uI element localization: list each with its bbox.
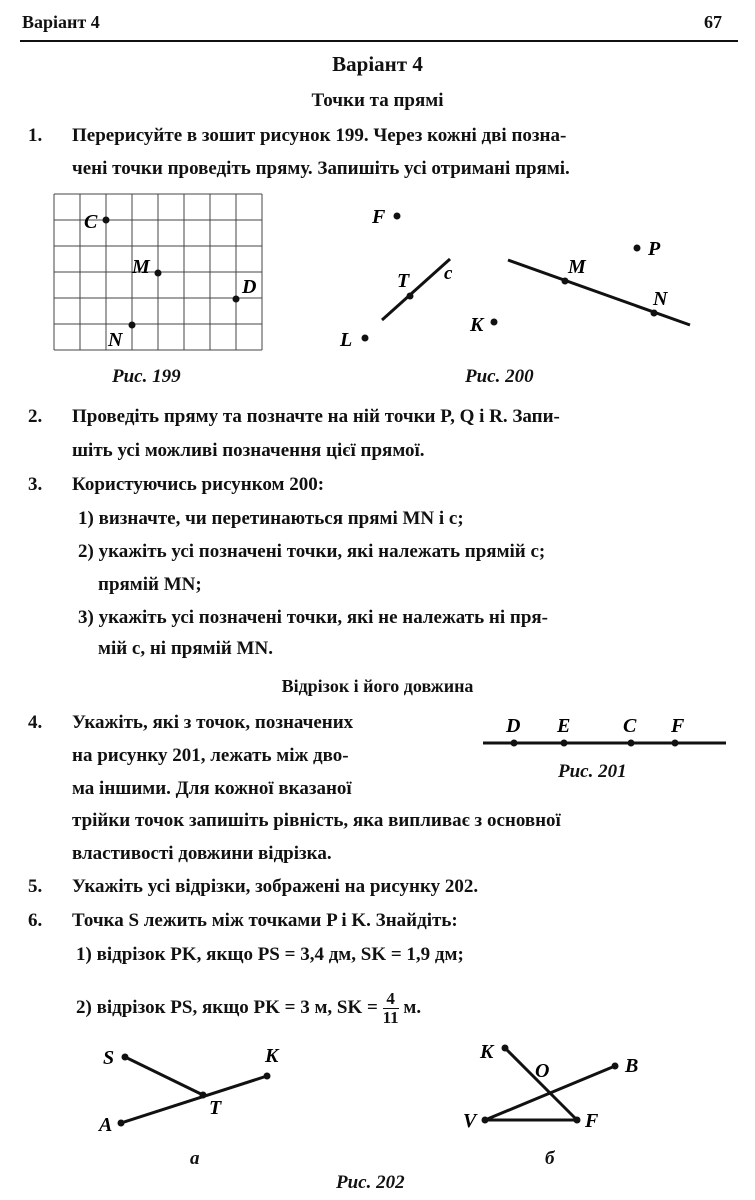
label-m: M xyxy=(132,256,150,278)
figure-caption: Рис. 202 xyxy=(336,1172,405,1193)
task-subitem: 1) визначте, чи перетинаються прямі MN і c; xyxy=(78,508,464,529)
label-c: c xyxy=(444,263,453,284)
label-l: L xyxy=(340,329,353,351)
task-number: 6. xyxy=(28,910,43,931)
task-text: властивості довжини відрізка. xyxy=(72,843,332,864)
label-k: K xyxy=(480,1041,494,1063)
task-text: Перерисуйте в зошит рисунок 199. Через кожні дві позна- xyxy=(72,125,567,146)
figure-caption: Рис. 199 xyxy=(112,366,181,387)
point-v xyxy=(482,1117,489,1124)
label-c: C xyxy=(623,715,637,737)
label-f: F xyxy=(671,715,685,737)
label-t: T xyxy=(209,1097,222,1119)
label-v: V xyxy=(463,1110,477,1132)
point-f xyxy=(394,213,401,220)
fraction-numerator: 4 xyxy=(383,990,399,1009)
task-text: Точка S лежить між точками P і K. Знайдіть: xyxy=(72,910,458,931)
point-m xyxy=(155,270,162,277)
point-t xyxy=(407,293,414,300)
task-text: трійки точок запишіть рівність, яка випливає з основної xyxy=(72,810,561,831)
label-n: N xyxy=(653,288,668,310)
label-d: D xyxy=(506,715,521,737)
subfigure-label: б xyxy=(545,1148,555,1169)
task-subitem: прямій MN; xyxy=(98,574,202,595)
task-subitem xyxy=(76,990,421,1027)
label-k: K xyxy=(470,314,484,336)
label-d: D xyxy=(242,276,257,298)
point-n xyxy=(129,322,136,329)
figure-199 xyxy=(40,188,280,368)
subfigure-label: а xyxy=(190,1148,200,1169)
figure-caption: Рис. 200 xyxy=(465,366,534,387)
point-f xyxy=(574,1117,581,1124)
task-number: 5. xyxy=(28,876,43,897)
figure-200 xyxy=(330,195,710,360)
figure-202-b xyxy=(455,1035,665,1135)
label-s: S xyxy=(103,1047,115,1069)
label-o: O xyxy=(535,1060,550,1082)
point-m xyxy=(562,278,569,285)
segment-kf xyxy=(505,1048,577,1120)
task-text: шіть усі можливі позначення цієї прямої. xyxy=(72,440,425,461)
section-heading-points-lines: Точки та прямі xyxy=(311,90,444,111)
subitem-unit: м. xyxy=(403,996,422,1018)
point-d xyxy=(511,740,518,747)
label-b: B xyxy=(625,1055,639,1077)
section-heading-segments: Відрізок і його довжина xyxy=(281,676,474,696)
segment-st xyxy=(125,1057,203,1095)
figure-202-a xyxy=(95,1040,295,1140)
task-subitem: 1) відрізок PK, якщо PS = 3,4 дм, SK = 1,9 дм; xyxy=(76,944,464,965)
point-e xyxy=(561,740,568,747)
subitem-text: 2) відрізок PS, якщо PK = 3 м, SK = xyxy=(76,996,378,1018)
task-subitem: мій c, ні прямій MN. xyxy=(98,638,273,659)
task-text: на рисунку 201, лежать між дво- xyxy=(72,745,349,766)
task-number: 4. xyxy=(28,712,43,733)
task-text: Користуючись рисунком 200: xyxy=(72,474,325,495)
point-p xyxy=(634,245,641,252)
point-a xyxy=(118,1120,125,1127)
segment-ak xyxy=(121,1076,267,1123)
label-p: P xyxy=(648,238,661,260)
label-f: F xyxy=(585,1110,599,1132)
page-title: Варіант 4 xyxy=(332,52,423,76)
point-f xyxy=(672,740,679,747)
fraction-denominator: 11 xyxy=(382,1008,399,1027)
point-t xyxy=(200,1092,207,1099)
point-k xyxy=(491,319,498,326)
point-c xyxy=(628,740,635,747)
task-number: 1. xyxy=(28,125,43,146)
running-header: Варіант 4 xyxy=(22,12,100,32)
point-k xyxy=(502,1045,509,1052)
task-text: Укажіть усі відрізки, зображені на рисунку 202. xyxy=(72,876,479,897)
task-number: 2. xyxy=(28,406,43,427)
point-n xyxy=(651,310,658,317)
task-subitem: 2) укажіть усі позначені точки, які належать прямій c; xyxy=(78,541,546,562)
point-c xyxy=(103,217,110,224)
point-l xyxy=(362,335,369,342)
label-f: F xyxy=(372,206,386,228)
label-t: T xyxy=(397,270,410,292)
label-e: E xyxy=(557,715,571,737)
task-number: 3. xyxy=(28,474,43,495)
header-rule xyxy=(20,40,738,42)
label-m: M xyxy=(568,256,586,278)
fraction xyxy=(383,990,399,1027)
label-c: C xyxy=(84,211,98,233)
point-b xyxy=(612,1063,619,1070)
label-k: K xyxy=(265,1045,279,1067)
label-n: N xyxy=(108,329,123,351)
task-text: Проведіть пряму та позначте на ній точки P, Q і R. Запи- xyxy=(72,406,560,427)
task-text: чені точки проведіть пряму. Запишіть усі отримані прямі. xyxy=(72,158,570,179)
task-text: ма іншими. Для кожної вказаної xyxy=(72,778,352,799)
point-d xyxy=(233,296,240,303)
task-subitem: 3) укажіть усі позначені точки, які не належать ні пря- xyxy=(78,607,548,628)
figure-201 xyxy=(478,710,733,758)
point-k xyxy=(264,1073,271,1080)
page-number: 67 xyxy=(704,12,722,32)
figure-caption: Рис. 201 xyxy=(558,761,627,782)
label-a: A xyxy=(99,1114,113,1136)
point-s xyxy=(122,1054,129,1061)
task-text: Укажіть, які з точок, позначених xyxy=(72,712,354,733)
line-c xyxy=(382,259,450,320)
